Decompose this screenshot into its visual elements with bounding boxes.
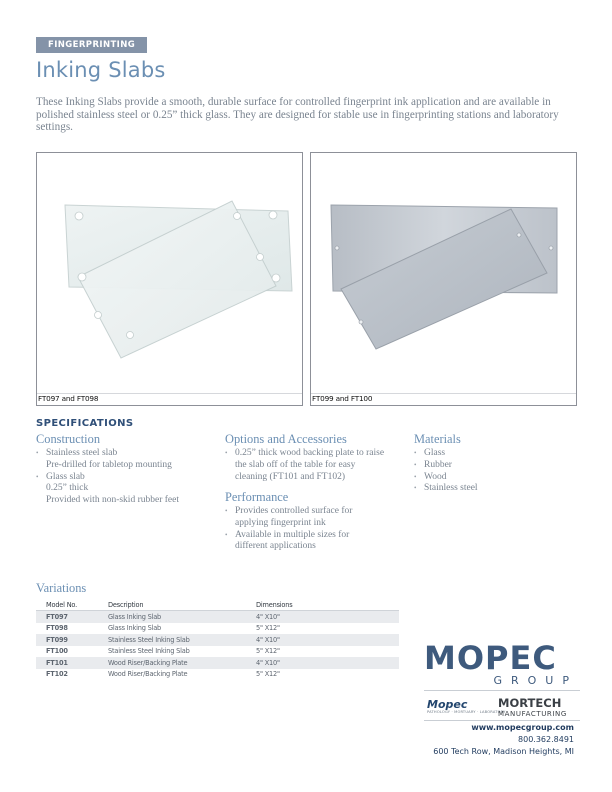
construction-heading: Construction (36, 432, 101, 446)
description-cell: Stainless Steel Inking Slab (98, 634, 246, 646)
model-cell: FT098 (46, 624, 68, 633)
list-item: Provided with non-skid rubber feet (46, 495, 179, 506)
mopec-brand-logo (427, 698, 506, 714)
model-cell: FT101 (36, 657, 98, 669)
dimensions-cell: 5" X12" (256, 670, 280, 679)
description-cell: Glass Inking Slab (98, 611, 246, 623)
table-header-row (36, 600, 399, 611)
list-item: • Glass (414, 448, 564, 460)
table-row (36, 646, 399, 658)
mortech-brand-text: MORTECH (498, 696, 562, 710)
list-item: • Stainless steel (414, 483, 564, 495)
list-item: • Available in multiple sizes for different applications (225, 530, 375, 554)
list-item: • 0.25” thick wood backing plate to raise the slab off of the table for easy cleaning (FT101 and FT102) (225, 448, 385, 483)
description-cell: Glass Inking Slab (108, 624, 162, 633)
list-item: • Glass slab (36, 472, 206, 484)
glass-slab-caption: FT097 and FT098 (37, 393, 303, 404)
group-logo-text: GROUP (493, 674, 578, 687)
mortech-brand-sub: MANUFACTURING (498, 710, 567, 718)
table-row (36, 611, 399, 623)
dimensions-cell: 4" X10" (246, 611, 399, 623)
mortech-brand-logo (498, 698, 567, 720)
model-cell: FT102 (46, 670, 68, 679)
options-list (225, 448, 385, 483)
dimensions-cell: 4" X10" (246, 657, 399, 669)
description-cell: Wood Riser/Backing Plate (108, 670, 188, 679)
intro-paragraph: These Inking Slabs provide a smooth, durable surface for controlled fingerprint ink application and are available in polished stainless steel or 0.25” thick glass. They are designed for stable use in fingerprinting stations and laboratory settings. (36, 96, 559, 133)
table-row (36, 669, 399, 681)
stainless-slab-caption: FT099 and FT100 (311, 393, 577, 404)
dimensions-cell: 4" X10" (246, 634, 399, 646)
dimensions-cell: 5" X12" (256, 647, 280, 656)
mopec-brand-text: Mopec (427, 698, 468, 711)
footer-divider-top (424, 690, 580, 691)
description-cell: Stainless Steel Inking Slab (108, 647, 190, 656)
page-title: Inking Slabs (36, 58, 166, 82)
mopec-logo-text: MOPEC (424, 639, 557, 677)
list-item: Pre-drilled for tabletop mounting (46, 459, 172, 470)
column-header: Description (108, 601, 144, 609)
stainless-slab-photo (310, 152, 577, 406)
glass-slab-photo (36, 152, 303, 406)
address: 600 Tech Row, Madison Heights, MI (433, 747, 574, 756)
list-item: 0.25” thick (46, 483, 89, 494)
stainless-slab-image (311, 153, 576, 405)
column-header: Dimensions (256, 601, 293, 609)
materials-heading: Materials (414, 432, 461, 446)
category-tag: FINGERPRINTING (36, 37, 147, 53)
dimensions-cell: 5" X12" (256, 624, 280, 633)
phone-number: 800.362.8491 (518, 735, 574, 744)
construction-list (36, 448, 206, 507)
specifications-heading: SPECIFICATIONS (36, 418, 134, 429)
mopec-brand-tagline: PATHOLOGY · MORTUARY · LABORATORY (427, 710, 506, 714)
options-heading: Options and Accessories (225, 432, 347, 446)
glass-slab-image (37, 153, 302, 405)
materials-list (414, 448, 564, 495)
table-row (36, 634, 399, 646)
description-cell: Wood Riser/Backing Plate (98, 657, 246, 669)
column-header: Model No. (46, 601, 78, 609)
model-cell: FT099 (36, 634, 98, 646)
table-row (36, 623, 399, 635)
list-item: • Rubber (414, 460, 564, 472)
footer-divider-bottom (424, 720, 580, 721)
performance-list (225, 506, 375, 553)
table-row (36, 657, 399, 669)
variations-heading: Variations (36, 581, 87, 595)
website-link[interactable]: www.mopecgroup.com (471, 723, 574, 732)
list-item: • Wood (414, 472, 564, 484)
list-item: • Provides controlled surface for applying fingerprint ink (225, 506, 375, 530)
model-cell: FT100 (46, 647, 68, 656)
variations-table (36, 600, 399, 680)
list-item: • Stainless steel slab (36, 448, 206, 460)
model-cell: FT097 (36, 611, 98, 623)
performance-heading: Performance (225, 490, 289, 504)
